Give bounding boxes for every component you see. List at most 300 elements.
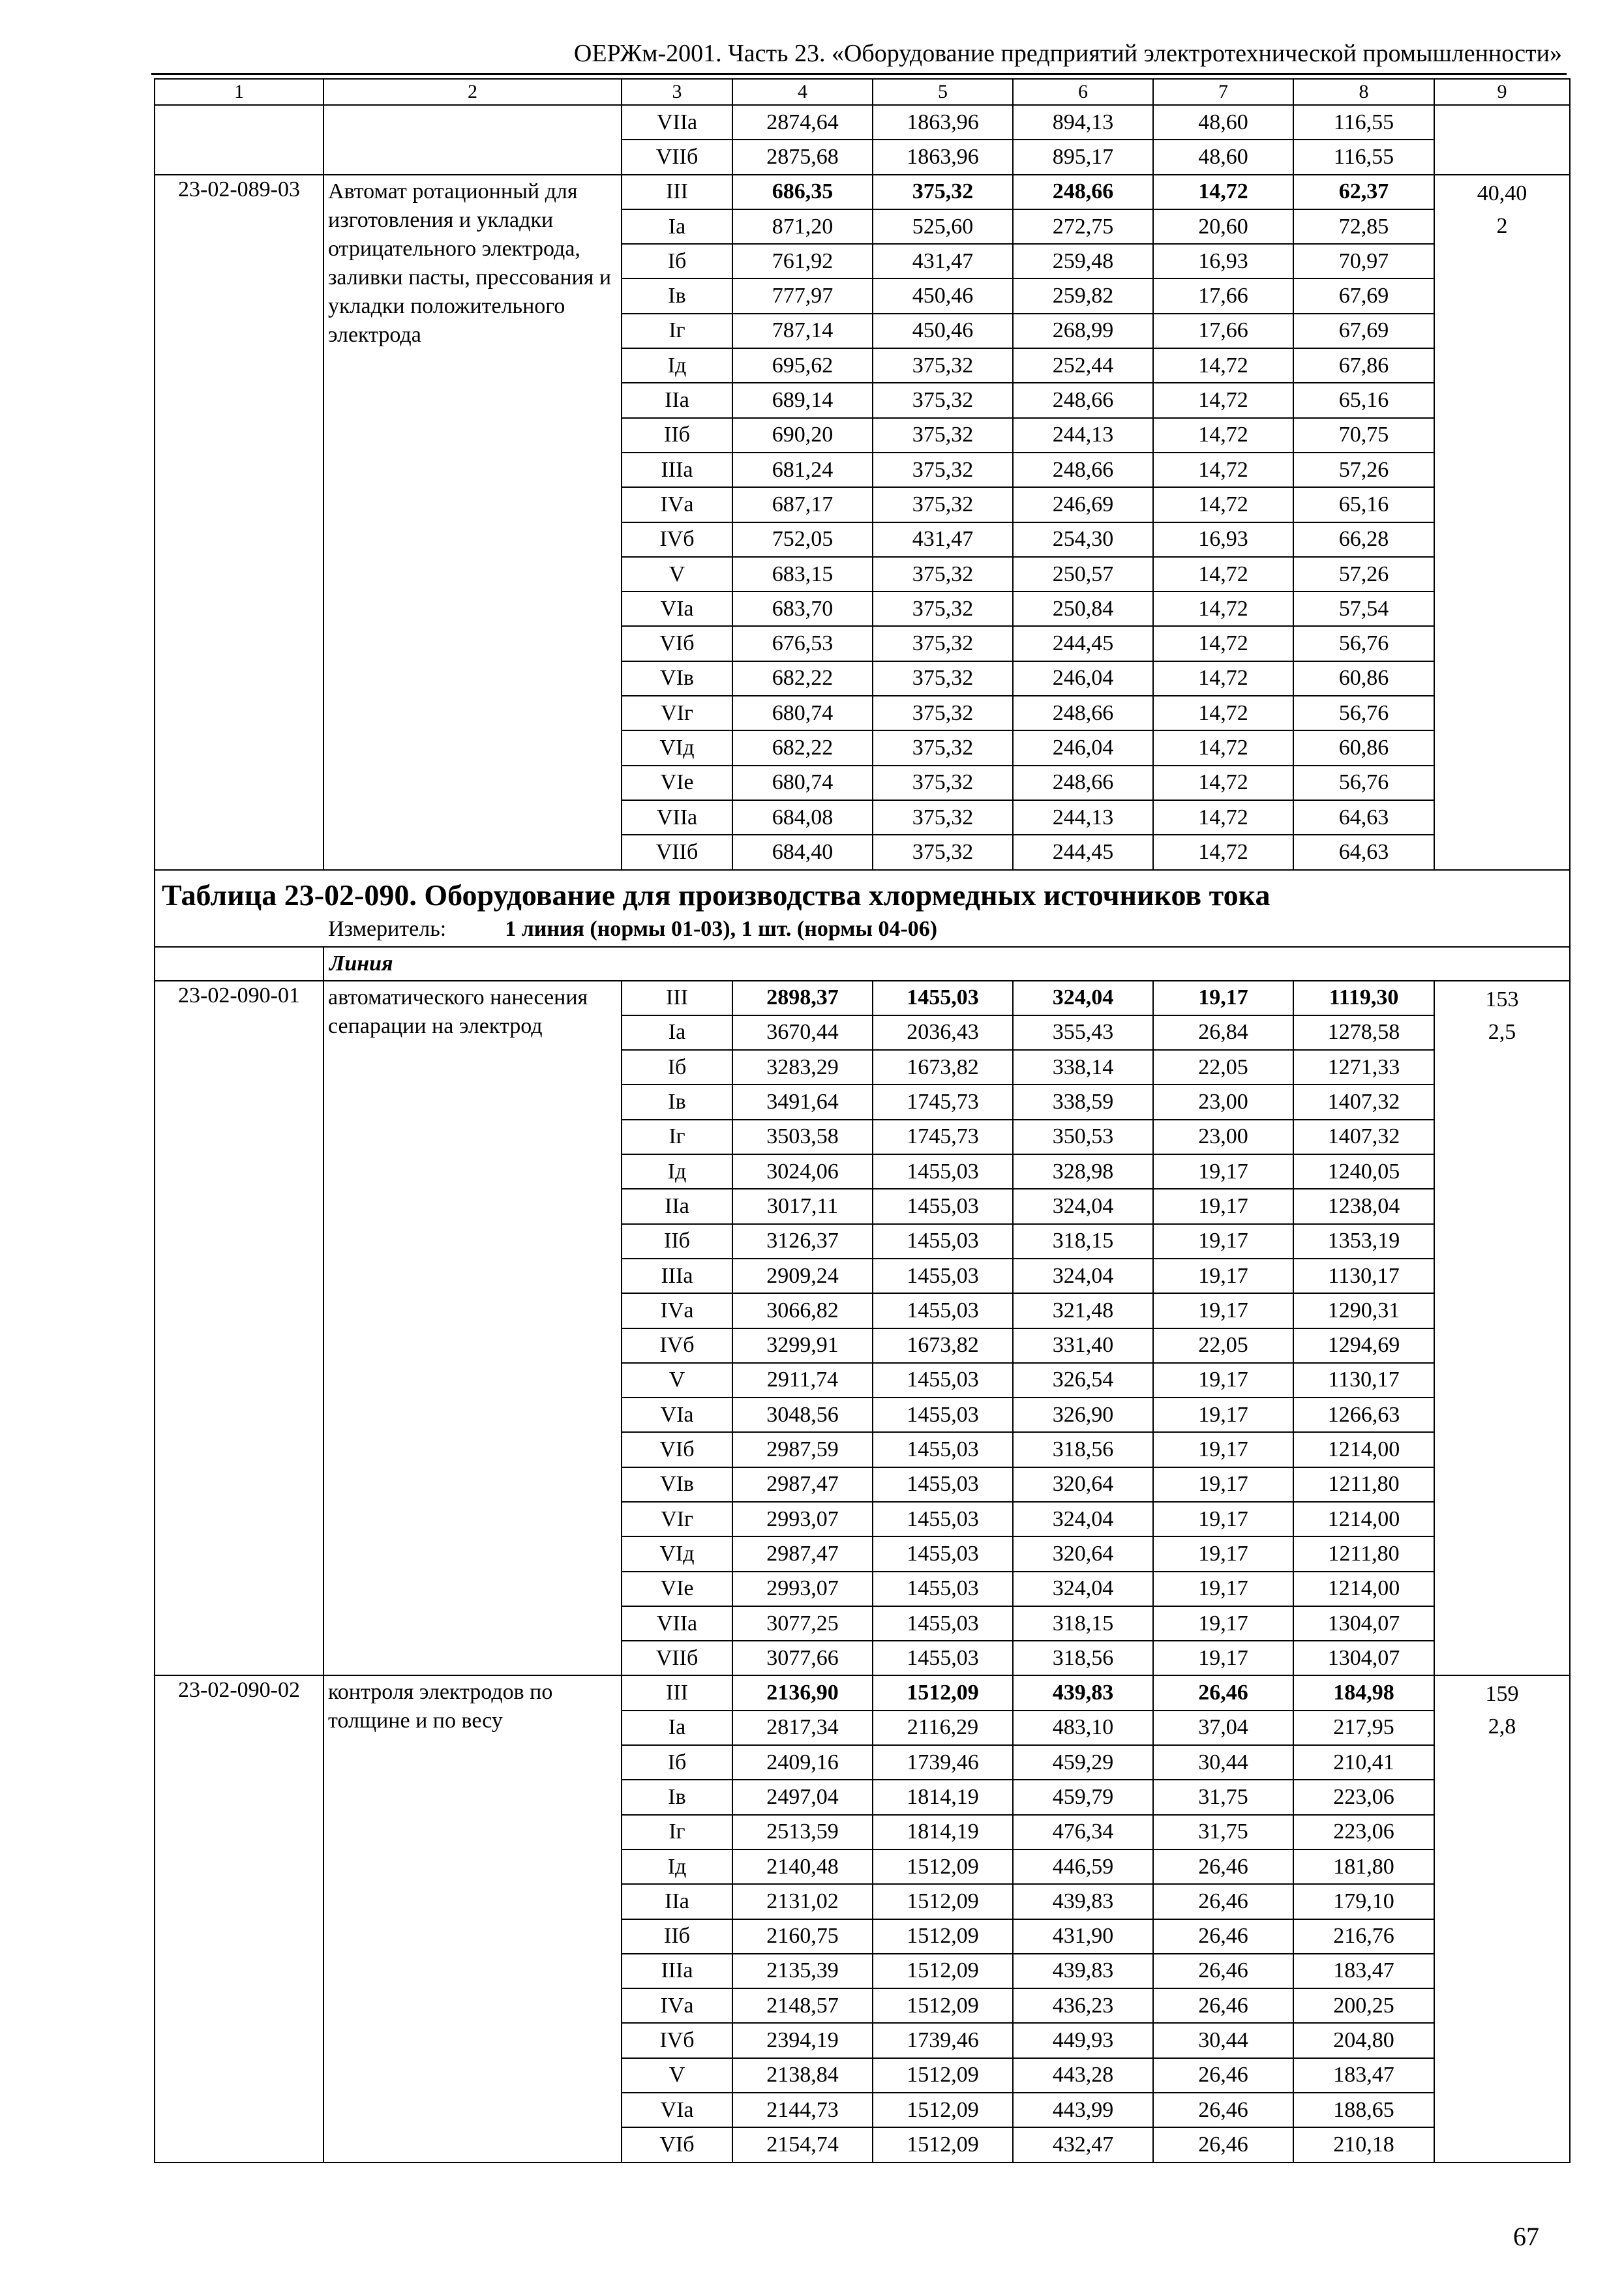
cell-c3: Iа [622,1015,732,1050]
cell-c7: 30,44 [1153,2023,1293,2057]
cell-c8: 57,54 [1293,591,1434,626]
cell-c7: 19,17 [1153,1606,1293,1641]
cell-c4: 3077,25 [732,1606,873,1641]
cell-c3: VIб [622,2127,732,2162]
cell-c6: 331,40 [1013,1328,1153,1363]
cell-c7: 30,44 [1153,1745,1293,1780]
cell-c5: 375,32 [873,730,1013,765]
cell-c8: 184,98 [1293,1675,1434,1710]
cell-c7: 14,72 [1153,730,1293,765]
cell-c5: 375,32 [873,591,1013,626]
cell-c6: 324,04 [1013,1259,1153,1293]
cell-c7: 22,05 [1153,1328,1293,1363]
measure-line [162,915,1564,944]
cell-c4: 2154,74 [732,2127,873,2162]
cell-c8: 1214,00 [1293,1572,1434,1606]
cell-c8: 1130,17 [1293,1259,1434,1293]
cell-c5: 375,32 [873,766,1013,800]
cell-c8: 1407,32 [1293,1120,1434,1154]
cell-c4: 684,08 [732,800,873,835]
cell-c8: 217,95 [1293,1711,1434,1745]
column-number: 2 [323,79,622,105]
cell-c6: 459,29 [1013,1745,1153,1780]
cell-c7: 26,46 [1153,1884,1293,1919]
cell-c4: 2993,07 [732,1502,873,1536]
cell-c3: VIIб [622,140,732,174]
cell-c5: 1673,82 [873,1050,1013,1085]
cell-c7: 19,17 [1153,1224,1293,1259]
cell-c5: 2036,43 [873,1015,1013,1050]
running-header: ОЕРЖм-2001. Часть 23. «Оборудование предприятий электротехнической промышленности» [573,40,1562,67]
code-cell [155,105,323,175]
cell-c7: 19,17 [1153,1572,1293,1606]
cell-c3: IIIа [622,1954,732,1988]
cell-c4: 2874,64 [732,105,873,140]
cell-c4: 3126,37 [732,1224,873,1259]
cell-c4: 2131,02 [732,1884,873,1919]
cell-c7: 19,17 [1153,1467,1293,1502]
cell-c7: 26,46 [1153,1919,1293,1954]
cell-c8: 67,86 [1293,348,1434,383]
cell-c5: 1863,96 [873,105,1013,140]
cell-c5: 375,32 [873,800,1013,835]
cell-c6: 318,56 [1013,1641,1153,1675]
cell-c6: 244,45 [1013,835,1153,869]
cell-c4: 2909,24 [732,1259,873,1293]
cell-c8: 1353,19 [1293,1224,1434,1259]
cell-c6: 252,44 [1013,348,1153,383]
cell-c7: 19,17 [1153,1293,1293,1328]
cell-c3: Iд [622,1154,732,1189]
cell-c8: 1238,04 [1293,1189,1434,1223]
cell-c6: 250,57 [1013,557,1153,591]
cell-c7: 14,72 [1153,348,1293,383]
cell-c8: 210,18 [1293,2127,1434,2162]
table-row [155,1675,1570,1710]
cell-c4: 2160,75 [732,1919,873,1954]
cell-c6: 244,13 [1013,800,1153,835]
cell-c3: IIIа [622,453,732,487]
cell-c7: 20,60 [1153,209,1293,244]
cell-c6: 248,66 [1013,766,1153,800]
cell-c6: 320,64 [1013,1536,1153,1571]
cell-c7: 19,17 [1153,1432,1293,1467]
cell-c4: 2140,48 [732,1849,873,1884]
cell-c3: Iд [622,1849,732,1884]
cell-c7: 17,66 [1153,314,1293,348]
cell-c3: Iв [622,1085,732,1119]
header-rule [151,73,1567,75]
cell-c7: 31,75 [1153,1815,1293,1849]
cell-c7: 26,46 [1153,1849,1293,1884]
cell-c8: 1407,32 [1293,1085,1434,1119]
cell-c3: VIIа [622,105,732,140]
cell-c8: 1266,63 [1293,1398,1434,1432]
cell-c8: 116,55 [1293,105,1434,140]
cell-c3: IIIа [622,1259,732,1293]
cell-c8: 1211,80 [1293,1467,1434,1502]
cell-c3: VIб [622,1432,732,1467]
cell-c7: 14,72 [1153,591,1293,626]
cell-c5: 1863,96 [873,140,1013,174]
cell-c5: 1455,03 [873,1432,1013,1467]
cell-c5: 1455,03 [873,1572,1013,1606]
cell-c8: 1214,00 [1293,1502,1434,1536]
column-number: 6 [1013,79,1153,105]
cell-c5: 1455,03 [873,1363,1013,1398]
cell-c3: IVа [622,1293,732,1328]
cell-c3: VIв [622,661,732,696]
cell-c5: 375,32 [873,835,1013,869]
cell-c6: 268,99 [1013,314,1153,348]
cell-c7: 19,17 [1153,1502,1293,1536]
cell-c3: IIб [622,1919,732,1954]
cell-c8: 64,63 [1293,835,1434,869]
cell-c3: Iб [622,244,732,278]
cell-c4: 2135,39 [732,1954,873,1988]
cell-c7: 14,72 [1153,626,1293,661]
cell-c3: IVб [622,1328,732,1363]
cell-c6: 446,59 [1013,1849,1153,1884]
cell-c4: 2898,37 [732,981,873,1015]
cell-c5: 525,60 [873,209,1013,244]
cell-c8: 210,41 [1293,1745,1434,1780]
cell-c8: 67,69 [1293,314,1434,348]
cell-c6: 246,04 [1013,661,1153,696]
cell-c6: 436,23 [1013,1988,1153,2023]
rate-code: 23-02-089-03 [155,175,323,870]
cell-c3: Iв [622,1780,732,1814]
cell-c6: 318,56 [1013,1432,1153,1467]
rate-code: 23-02-090-02 [155,1675,323,2162]
cell-c8: 1130,17 [1293,1363,1434,1398]
cell-c6: 894,13 [1013,105,1153,140]
cell-c3: VIв [622,1467,732,1502]
cell-c5: 1512,09 [873,1919,1013,1954]
cell-c5: 375,32 [873,383,1013,417]
cell-c3: VIIб [622,1641,732,1675]
cell-c8: 57,26 [1293,453,1434,487]
cell-c3: III [622,1675,732,1710]
cell-c7: 14,72 [1153,766,1293,800]
cell-c8: 60,86 [1293,730,1434,765]
cell-c8: 200,25 [1293,1988,1434,2023]
cell-c8: 223,06 [1293,1815,1434,1849]
cell-c5: 1455,03 [873,1606,1013,1641]
cell-c8: 204,80 [1293,2023,1434,2057]
cell-c5: 1745,73 [873,1120,1013,1154]
cell-c3: Iд [622,348,732,383]
cell-c8: 183,47 [1293,2058,1434,2093]
cell-c7: 26,46 [1153,2093,1293,2127]
cell-c4: 680,74 [732,696,873,730]
cell-c5: 1512,09 [873,2058,1013,2093]
cell-c8: 188,65 [1293,2093,1434,2127]
cell-c3: VIг [622,1502,732,1536]
cell-c5: 1455,03 [873,1224,1013,1259]
cell-c7: 14,72 [1153,487,1293,522]
cell-c3: Iв [622,278,732,313]
column-number: 4 [732,79,873,105]
cell-c6: 338,14 [1013,1050,1153,1085]
cell-c5: 375,32 [873,661,1013,696]
cell-c7: 14,72 [1153,418,1293,453]
cell-c4: 680,74 [732,766,873,800]
cell-c6: 259,82 [1013,278,1153,313]
cell-c6: 350,53 [1013,1120,1153,1154]
cell-c9 [1434,1675,1570,2162]
cell-c3: Iг [622,1120,732,1154]
cell-c3: IVа [622,487,732,522]
cell-c8: 183,47 [1293,1954,1434,1988]
cell-c7: 26,84 [1153,1015,1293,1050]
cell-c3: VIIа [622,800,732,835]
table-row [155,105,1570,140]
cell-c3: IIб [622,1224,732,1259]
cell-c5: 1455,03 [873,1259,1013,1293]
cell-c9 [1434,105,1570,175]
cell-c8: 181,80 [1293,1849,1434,1884]
cell-c3: VIа [622,2093,732,2127]
measure-label: Измеритель: [328,916,447,941]
table-title-row [155,870,1570,947]
cell-c8: 223,06 [1293,1780,1434,1814]
column-number: 3 [622,79,732,105]
cell-c4: 2136,90 [732,1675,873,1710]
cell-c4: 752,05 [732,522,873,557]
cell-c3: IIа [622,1189,732,1223]
cell-c7: 31,75 [1153,1780,1293,1814]
cell-c7: 19,17 [1153,1398,1293,1432]
cell-c8: 70,75 [1293,418,1434,453]
column-number: 7 [1153,79,1293,105]
cell-c5: 1455,03 [873,1398,1013,1432]
cell-c4: 3017,11 [732,1189,873,1223]
cell-c3: VIе [622,766,732,800]
cell-c3: III [622,981,732,1015]
cell-c5: 1512,09 [873,1884,1013,1919]
cell-c6: 476,34 [1013,1815,1153,1849]
cell-c8: 116,55 [1293,140,1434,174]
cell-c7: 26,46 [1153,1675,1293,1710]
cell-c7: 48,60 [1153,140,1293,174]
section-blank [155,947,323,981]
rate-description: автоматического нанесения сепарации на электрод [323,981,622,1676]
section-row [155,947,1570,981]
cell-c6: 320,64 [1013,1467,1153,1502]
c9-value: 40,40 [1477,181,1527,205]
cell-c8: 1304,07 [1293,1606,1434,1641]
cell-c4: 2513,59 [732,1815,873,1849]
cell-c7: 16,93 [1153,522,1293,557]
cell-c5: 375,32 [873,487,1013,522]
rate-description: контроля электродов по толщине и по весу [323,1675,622,2162]
cell-c6: 431,90 [1013,1919,1153,1954]
cell-c8: 1278,58 [1293,1015,1434,1050]
cell-c8: 56,76 [1293,766,1434,800]
cell-c3: Iа [622,209,732,244]
cell-c4: 761,92 [732,244,873,278]
cell-c4: 777,97 [732,278,873,313]
column-number: 1 [155,79,323,105]
cell-c4: 2148,57 [732,1988,873,2023]
cell-c3: Iб [622,1745,732,1780]
cell-c5: 1455,03 [873,1293,1013,1328]
cell-c6: 272,75 [1013,209,1153,244]
cell-c5: 375,32 [873,557,1013,591]
cell-c4: 3670,44 [732,1015,873,1050]
cell-c6: 318,15 [1013,1606,1153,1641]
cell-c4: 3048,56 [732,1398,873,1432]
cell-c4: 2911,74 [732,1363,873,1398]
cell-c6: 449,93 [1013,2023,1153,2057]
cell-c3: VIд [622,730,732,765]
cell-c4: 683,15 [732,557,873,591]
cell-c8: 1304,07 [1293,1641,1434,1675]
cell-c7: 23,00 [1153,1085,1293,1119]
cell-c5: 450,46 [873,314,1013,348]
cell-c6: 321,48 [1013,1293,1153,1328]
cell-c4: 682,22 [732,730,873,765]
cell-c7: 14,72 [1153,383,1293,417]
cell-c7: 19,17 [1153,1363,1293,1398]
cell-c4: 3491,64 [732,1085,873,1119]
cell-c6: 244,13 [1013,418,1153,453]
cell-c4: 2987,47 [732,1467,873,1502]
cell-c5: 2116,29 [873,1711,1013,1745]
cell-c7: 14,72 [1153,175,1293,209]
cell-c4: 3503,58 [732,1120,873,1154]
cell-c6: 895,17 [1013,140,1153,174]
cell-c5: 375,32 [873,418,1013,453]
cell-c4: 787,14 [732,314,873,348]
cell-c4: 2993,07 [732,1572,873,1606]
cell-c7: 14,72 [1153,661,1293,696]
cell-c6: 248,66 [1013,696,1153,730]
cell-c4: 2987,59 [732,1432,873,1467]
cell-c5: 375,32 [873,453,1013,487]
cell-c8: 62,37 [1293,175,1434,209]
rate-description: Автомат ротационный для изготовления и укладки отрицательного электрода, заливки пасты, прессования и укладки положительного электрода [323,175,622,870]
cell-c3: IIб [622,418,732,453]
cell-c5: 1455,03 [873,1467,1013,1502]
section-heading: Линия [323,947,1570,981]
cell-c3: III [622,175,732,209]
cell-c4: 686,35 [732,175,873,209]
cell-c6: 254,30 [1013,522,1153,557]
c9-value: 2,8 [1488,1714,1516,1739]
cell-c3: VIб [622,626,732,661]
cell-c4: 3299,91 [732,1328,873,1363]
cell-c3: V [622,557,732,591]
cell-c4: 2987,47 [732,1536,873,1571]
cell-c6: 439,83 [1013,1954,1153,1988]
cell-c7: 22,05 [1153,1050,1293,1085]
cell-c5: 1455,03 [873,1189,1013,1223]
cell-c5: 1512,09 [873,2127,1013,2162]
cell-c6: 326,90 [1013,1398,1153,1432]
cell-c7: 14,72 [1153,453,1293,487]
column-number: 5 [873,79,1013,105]
table-row [155,175,1570,209]
cell-c4: 2394,19 [732,2023,873,2057]
cell-c3: IIа [622,1884,732,1919]
cell-c5: 1455,03 [873,981,1013,1015]
cell-c7: 19,17 [1153,1641,1293,1675]
cell-c4: 690,20 [732,418,873,453]
cell-c6: 439,83 [1013,1884,1153,1919]
cell-c6: 324,04 [1013,1572,1153,1606]
cell-c6: 338,59 [1013,1085,1153,1119]
cell-c5: 1512,09 [873,1954,1013,1988]
cell-c5: 1512,09 [873,1849,1013,1884]
cell-c4: 681,24 [732,453,873,487]
cell-c6: 439,83 [1013,1675,1153,1710]
cell-c8: 65,16 [1293,383,1434,417]
cell-c3: Iг [622,1815,732,1849]
cell-c8: 70,97 [1293,244,1434,278]
cell-c5: 1673,82 [873,1328,1013,1363]
description-cell [323,105,622,175]
table-row [155,981,1570,1015]
cell-c3: IVб [622,522,732,557]
cell-c4: 871,20 [732,209,873,244]
cell-c6: 432,47 [1013,2127,1153,2162]
cell-c6: 443,99 [1013,2093,1153,2127]
c9-value: 153 [1485,987,1519,1011]
cell-c3: Iа [622,1711,732,1745]
cell-c5: 1512,09 [873,1675,1013,1710]
cell-c6: 246,69 [1013,487,1153,522]
cell-c3: IVб [622,2023,732,2057]
cell-c6: 248,66 [1013,453,1153,487]
cell-c7: 26,46 [1153,2058,1293,2093]
cell-c5: 1739,46 [873,1745,1013,1780]
table-title: Таблица 23-02-090. Оборудование для производства хлормедных источников тока [162,878,1271,912]
cell-c4: 3283,29 [732,1050,873,1085]
cell-c4: 682,22 [732,661,873,696]
cell-c3: Iг [622,314,732,348]
cell-c8: 60,86 [1293,661,1434,696]
cell-c4: 676,53 [732,626,873,661]
cell-c4: 2817,34 [732,1711,873,1745]
cell-c7: 17,66 [1153,278,1293,313]
table-title-cell [155,870,1570,947]
cell-c3: V [622,2058,732,2093]
cell-c4: 3024,06 [732,1154,873,1189]
column-number: 9 [1434,79,1570,105]
cell-c8: 57,26 [1293,557,1434,591]
cell-c5: 1512,09 [873,1988,1013,2023]
cell-c8: 179,10 [1293,1884,1434,1919]
cell-c8: 1211,80 [1293,1536,1434,1571]
cell-c3: VIг [622,696,732,730]
cell-c5: 375,32 [873,626,1013,661]
cell-c7: 26,46 [1153,1954,1293,1988]
page-number: 67 [1513,2222,1539,2251]
cell-c3: Iб [622,1050,732,1085]
cell-c5: 1814,19 [873,1780,1013,1814]
cell-c4: 695,62 [732,348,873,383]
cell-c7: 26,46 [1153,2127,1293,2162]
cell-c3: VIа [622,1398,732,1432]
cell-c4: 2144,73 [732,2093,873,2127]
cell-c6: 248,66 [1013,175,1153,209]
cell-c7: 14,72 [1153,835,1293,869]
cell-c4: 684,40 [732,835,873,869]
cell-c3: VIе [622,1572,732,1606]
cell-c8: 64,63 [1293,800,1434,835]
